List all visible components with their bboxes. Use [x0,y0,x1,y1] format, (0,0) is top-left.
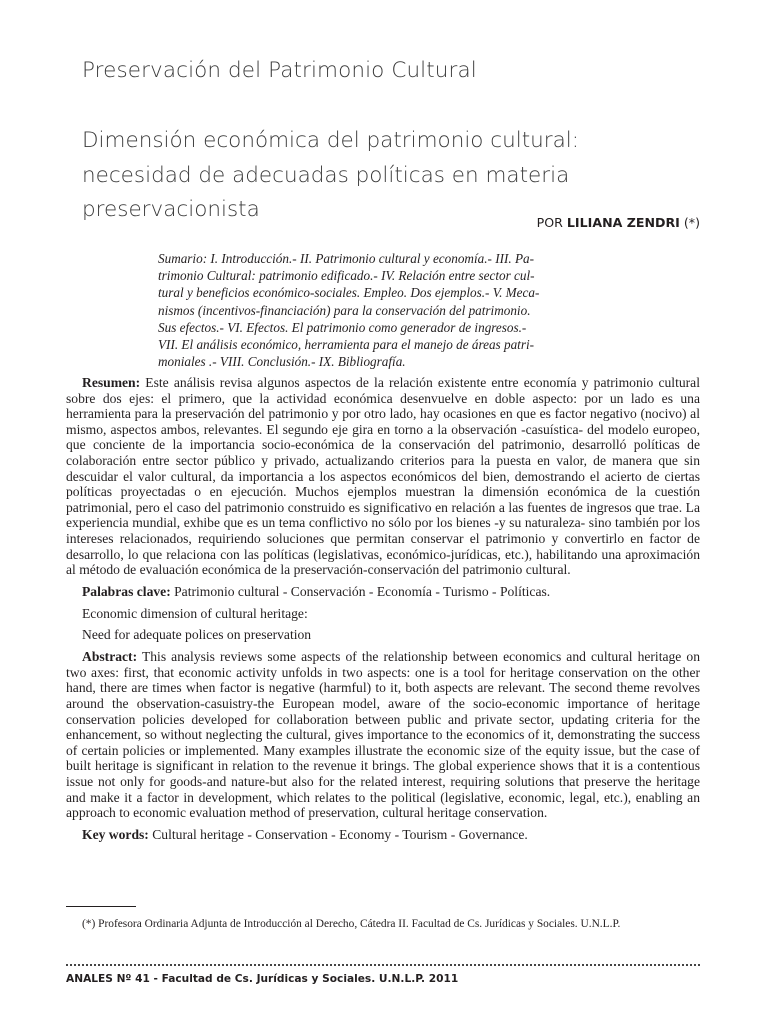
palabras-clave-paragraph [66,584,700,600]
section-title: Preservación del Patrimonio Cultural [82,58,477,83]
abstract-label: Abstract: [82,649,138,665]
english-title-1: Economic dimension of cultural heritage: [82,605,308,621]
summary-line: Sumario: I. Introducción.- II. Patrimonio cultural y economía.- III. Pa- [158,251,535,266]
byline-prefix: POR [536,215,567,230]
article-title [82,124,702,228]
resumen-paragraph [66,375,700,578]
article-title-line: Dimensión económica del patrimonio cultural: [82,128,579,153]
palabras-clave-text: Patrimonio cultural - Conservación - Economía - Turismo - Políticas. [170,583,551,599]
summary-line: moniales .- VIII. Conclusión.- IX. Bibliografía. [158,354,406,370]
abstract-paragraph [66,649,700,821]
article-title-line: necesidad de adecuadas políticas en materia [82,162,570,188]
article-title-line: preservacionista [82,197,260,222]
author-name: LILIANA ZENDRI [566,215,680,230]
palabras-clave-label: Palabras clave: [82,583,171,599]
resumen-text: Este análisis revisa algunos aspectos de la relación existente entre economía y patrimonio cultural sobre dos ejes: el primero, que la actividad económica desenvuelve en doble aspecto: por un lado es una herramienta para la preservación del patrimonio y por otro lado, hay ocasiones en que es factor negativo (nocivo) al mismo, aspectos ambos, relevantes. El segundo eje gira en torno a la observación -casuística- del modelo europeo, que conciente de la importancia socio-económica de la conservación del patrimonio, desarrolló políticas de colaboración entre sector público y privado, actualizando criterios para la puesta en valor, de manera que sin descuidar el valor cultural, da importancia a los aspectos económicos del bien, demostrando el acierto de ciertas políticas proyectadas o en ejecución. Muchos ejemplos muestran la dimensión económica de la cuestión patrimonial, pero el caso del patrimonio construido es significativo en relación a las fuentes de ingresos que trae. La experiencia mundial, exhibe que es un tema conflictivo no sólo por los bienes -y su naturaleza- sino también por los intereses relacionados, requiriendo soluciones que permitan conservar el patrimonio y convertirlo en factor de desarrollo, lo que relaciona con las políticas (legislativas, económico-jurídicas, etc.), habilitando una aproximación al método de evaluación económica de la preservación-conservación del patrimonio cultural. [66,375,700,578]
summary-block [158,250,700,370]
article-body [66,375,700,849]
footnote-divider [66,906,136,907]
footnote: (*) Profesora Ordinaria Adjunta de Introducción al Derecho, Cátedra II. Facultad de Cs. Jurídicas y Sociales. U.N.L.P. [82,918,621,930]
abstract-text: This analysis reviews some aspects of the relationship between economics and cultural heritage on two axes: first, that economic activity unfolds in two aspects: one is a tool for heritage conservation on the other hand, there are times when factor is negative (harmful) to it, both aspects are relevant. The second theme revolves around the observation-casuistry-the European model, aware of the socio-economic importance of heritage conservation policies developed for collaboration between public and private sector, updating criteria for the enhancement, so without neglecting the cultural, gives importance to the economics of it, demonstrating the success of certain policies or implemented. Many examples illustrate the economic size of the equity issue, but the case of built heritage is significant in relation to the revenue it brings. The global experience shows that it is a contentious issue not only for goods-and nature-but also for the related interest, requiring solutions that preserve the heritage and make it a factor in development, which relates to the political (legislative, economic, legal, etc.), enabling an approach to economic evaluation method of preservation, cultural heritage conservation. [66,649,700,821]
page-footer: ANALES Nº 41 - Facultad de Cs. Jurídicas y Sociales. U.N.L.P. 2011 [66,973,459,985]
key-words-label: Key words: [82,826,149,842]
footnote-marker: (*) [679,215,700,230]
footer-divider [66,964,700,966]
summary-line: VII. El análisis económico, herramienta para el manejo de áreas patri- [158,337,535,353]
summary-line: tural y beneficios económico-sociales. Empleo. Dos ejemplos.- V. Meca- [158,285,540,301]
summary-line: trimonio Cultural: patrimonio edificado.- IV. Relación entre sector cul- [158,268,535,284]
resumen-label: Resumen: [82,375,141,390]
byline [537,215,700,230]
summary-line: Sus efectos.- VI. Efectos. El patrimonio como generador de ingresos.- [158,319,527,335]
english-title-2: Need for adequate polices on preservation [82,627,312,643]
summary-line: nismos (incentivos-financiación) para la conservación del patrimonio. [158,302,531,318]
key-words-paragraph [66,827,700,843]
key-words-text: Cultural heritage - Conservation - Economy - Tourism - Governance. [148,826,528,842]
